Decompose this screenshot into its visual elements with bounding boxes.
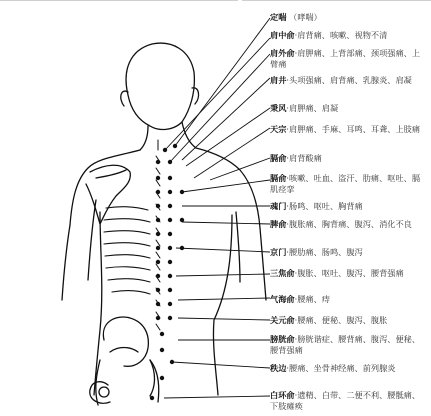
point-desc: 咳嗽、吐血、盗汗、肋痛、呕吐、膈肌痉挛 (270, 173, 421, 194)
label-dingchuan (270, 12, 428, 23)
point-desc: 遗精、白带、二便不利、腰骶痛、下肢瘫痪 (270, 390, 421, 411)
point-name: 膀胱俞 (270, 334, 295, 344)
head-outline (126, 43, 194, 129)
point-desc: 肩胛痛、手麻、耳鸣、耳聋、上肢痛 (289, 124, 421, 134)
label-zhibian: 秩边·腰痛、坐骨神经痛、前列腺炎 (270, 363, 396, 373)
point-name: 魂门 (270, 201, 287, 211)
label-jingmen: 京门·腰肋痛、肠鸣、腹泻 (270, 247, 363, 257)
point-desc: （哮喘） (289, 12, 322, 22)
label-gaohuang: 膈俞·肩背酸痛 (270, 153, 322, 163)
point-desc: 膀胱谐症、腰背痛、腹泻、便秘、腰背强痛 (270, 334, 421, 355)
right-shoulder (196, 148, 260, 228)
point-desc: 肩背酸痛 (289, 153, 322, 163)
point-name: 关元俞 (270, 315, 295, 325)
scapula (86, 165, 130, 224)
point-name: 秉风 (270, 103, 287, 113)
label-tianzong: 天宗·肩胛痛、手麻、耳鸣、耳聋、上肢痛 (270, 124, 421, 134)
label-guanyuanshu: 关元俞·腰痛、便秘、腹泻、腹胀 (270, 315, 388, 325)
acupoint-dots (150, 144, 184, 400)
point-desc: 肩胛痛、上背部痛、颈项强痛、上臂痛 (270, 48, 421, 69)
label-pishu: 脾俞·腹胀痛、胸背痛、腹泻、消化不良 (270, 219, 412, 229)
point-desc: 头项强痛、肩背痛、乳腺炎、肩凝 (289, 75, 412, 85)
point-name: 肩外俞 (270, 48, 295, 58)
label-jianwaishu: 肩外俞·肩胛痛、上背部痛、颈项强痛、上臂痛 (270, 48, 421, 69)
leader-lines (164, 18, 270, 398)
point-desc: 腰痛、坐骨神经痛、前列腺炎 (289, 363, 396, 373)
point-name: 天宗 (270, 124, 287, 134)
label-geshu: 膈俞·咳嗽、吐血、盗汗、肋痛、呕吐、膈肌痉挛 (270, 173, 421, 194)
point-desc: 肩胛痛、肩凝 (289, 103, 339, 113)
pelvis (103, 317, 148, 366)
label-qihaishu: 气海俞·腰痛、痔 (270, 294, 330, 304)
torso-right (213, 215, 232, 395)
point-name: 肩井 (270, 75, 287, 85)
point-name: 膈俞 (270, 153, 287, 163)
point-name: 定喘 (270, 12, 287, 22)
point-name: 膈俞 (270, 173, 287, 183)
label-hunmen: 魂门·肠鸣、呕吐、胸背痛 (270, 201, 363, 211)
point-name: 京门 (270, 247, 287, 257)
label-pangguangshu: 膀胱俞·膀胱谐症、腰背痛、腹泻、便秘、腰背强痛 (270, 334, 421, 355)
label-baihuanshu: 白环俞·遗精、白带、二便不利、腰骶痛、下肢瘫痪 (270, 390, 421, 411)
label-bingfeng: 秉风·肩胛痛、肩凝 (270, 103, 339, 113)
point-name: 秩边 (270, 363, 287, 373)
point-name: 脾俞 (270, 219, 287, 229)
point-desc: 腹胀、呕吐、腹泻、腰背强痛 (297, 268, 404, 278)
point-desc: 肠鸣、呕吐、胸背痛 (289, 201, 363, 211)
point-name: 白环俞 (270, 390, 295, 400)
point-name: 肩中俞 (270, 30, 295, 40)
point-desc: 腹胀痛、胸背痛、腹泻、消化不良 (289, 219, 412, 229)
point-desc: 肩背痛、咳嗽、视物不清 (297, 30, 388, 40)
label-jianjing: 肩井·头项强痛、肩背痛、乳腺炎、肩凝 (270, 75, 412, 85)
point-desc: 腰肋痛、肠鸣、腹泻 (289, 247, 363, 257)
left-ear (121, 91, 128, 106)
point-desc: 腰痛、便秘、腹泻、腹胀 (297, 315, 388, 325)
point-name: 气海俞 (270, 294, 295, 304)
femur-head (90, 382, 110, 404)
point-desc: 腰痛、痔 (297, 294, 330, 304)
point-name: 三焦俞 (270, 268, 295, 278)
label-jianzhongshu: 肩中俞·肩背痛、咳嗽、视物不清 (270, 30, 388, 40)
label-sanjiaoshu: 三焦俞·腹胀、呕吐、腹泻、腰背强痛 (270, 268, 404, 278)
